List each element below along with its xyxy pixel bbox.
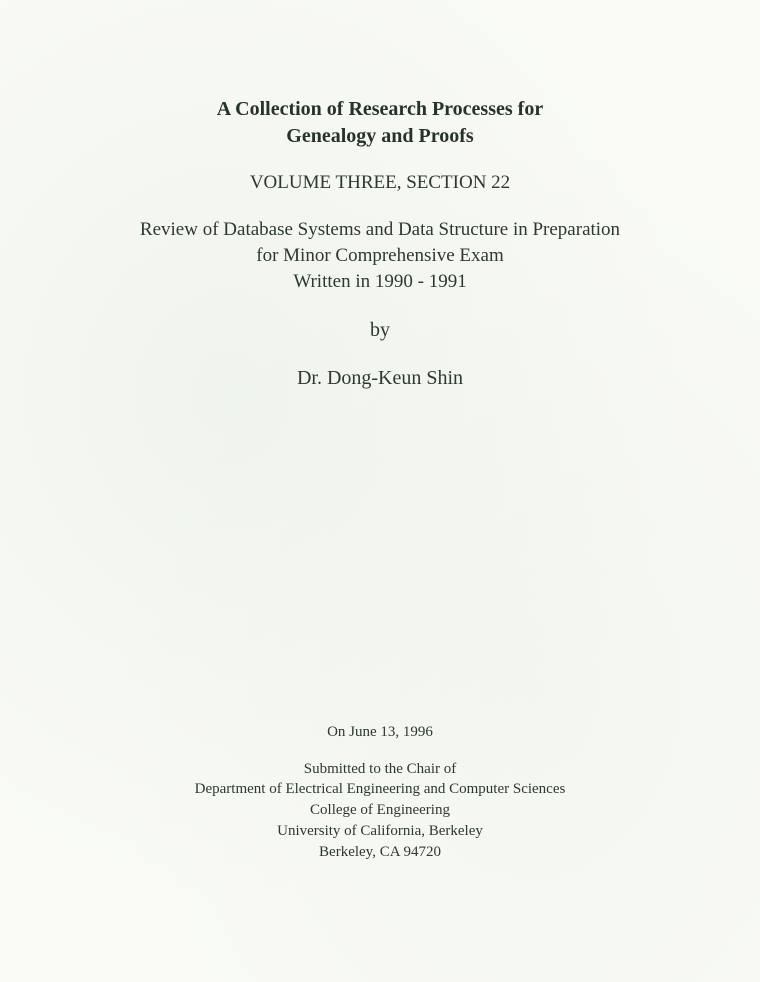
by-label: by xyxy=(370,319,390,341)
submission-line-3: College of Engineering xyxy=(310,802,450,818)
title-line-1: A Collection of Research Processes for xyxy=(216,98,544,120)
submission-line-2: Department of Electrical Engineering and Computer Sciences xyxy=(194,781,566,797)
review-line-3: Written in 1990 - 1991 xyxy=(293,271,467,292)
review-line-2: for Minor Comprehensive Exam xyxy=(256,245,504,266)
submission-line-4: University of California, Berkeley xyxy=(277,823,483,839)
submission-line-1: Submitted to the Chair of xyxy=(303,761,457,777)
volume-heading: VOLUME THREE, SECTION 22 xyxy=(249,172,511,193)
review-line-1: Review of Database Systems and Data Structure in Preparation xyxy=(139,219,621,240)
title-line-2: Genealogy and Proofs xyxy=(286,125,474,147)
submission-line-5: Berkeley, CA 94720 xyxy=(319,844,441,860)
author-name: Dr. Dong-Keun Shin xyxy=(296,367,464,389)
submission-date: On June 13, 1996 xyxy=(327,724,433,740)
